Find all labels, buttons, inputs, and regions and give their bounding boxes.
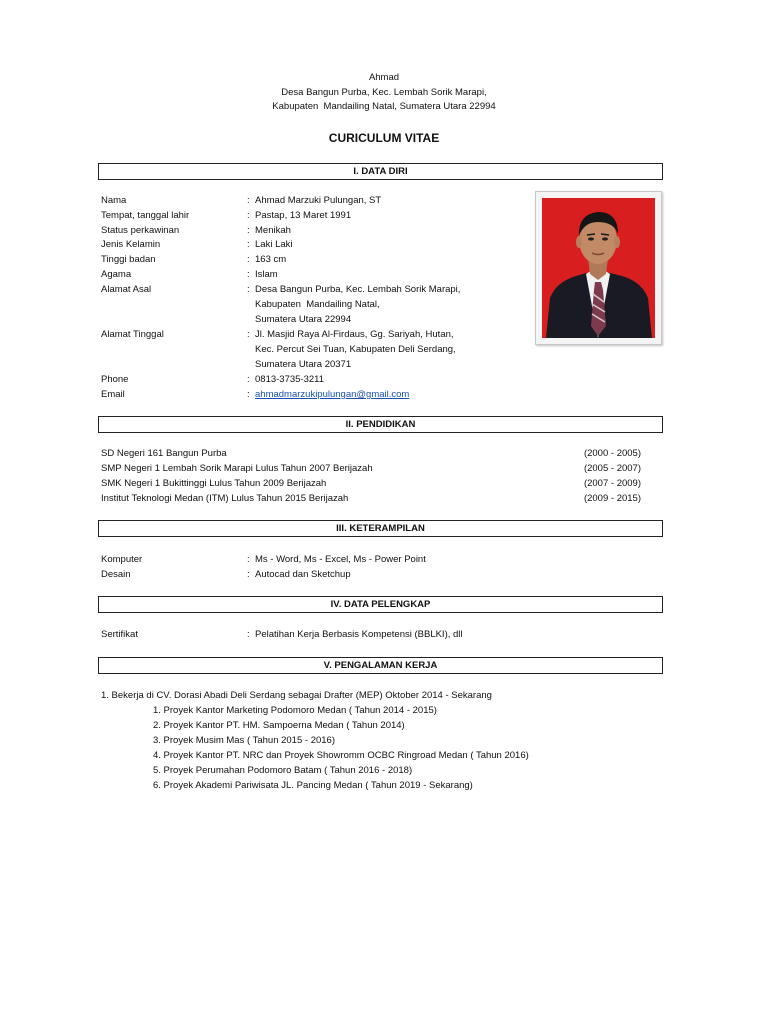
jk-value: Laki Laki	[255, 239, 293, 250]
phone-value: 0813-3735-3211	[255, 374, 325, 385]
komputer-value: Ms - Word, Ms - Excel, Ms - Power Point	[255, 554, 426, 565]
sertifikat-label: Sertifikat	[101, 629, 138, 640]
tinggal-line1: Jl. Masjid Raya Al-Firdaus, Gg. Sariyah, Hutan,	[255, 329, 454, 340]
project-item: 1. Proyek Kantor Marketing Podomoro Medan ( Tahun 2014 - 2015)	[153, 705, 437, 716]
education-years: (2000 - 2005)	[583, 448, 641, 459]
education-row	[101, 477, 641, 491]
colon: :	[247, 254, 250, 265]
project-item: 4. Proyek Kantor PT. NRC dan Proyek Showromm OCBC Ringroad Medan ( Tahun 2016)	[153, 750, 529, 761]
education-row	[101, 447, 641, 461]
education-school: SMP Negeri 1 Lembah Sorik Marapi Lulus Tahun 2007 Berijazah	[101, 463, 373, 474]
tinggal-line2: Kec. Percut Sei Tuan, Kabupaten Deli Serdang,	[255, 344, 456, 355]
colon: :	[247, 239, 250, 250]
colon: :	[247, 269, 250, 280]
section-header-data-diri: I. DATA DIRI	[98, 163, 663, 180]
colon: :	[247, 374, 250, 385]
asal-line2: Kabupaten Mandailing Natal,	[255, 299, 380, 310]
ttl-label: Tempat, tanggal lahir	[101, 210, 190, 221]
colon: :	[247, 195, 250, 206]
agama-label: Agama	[101, 269, 132, 280]
education-years: (2005 - 2007)	[583, 463, 641, 474]
email-label: Email	[101, 389, 125, 400]
education-row	[101, 492, 641, 506]
document-title: CURICULUM VITAE	[328, 131, 440, 145]
colon: :	[247, 554, 250, 565]
education-school: SMK Negeri 1 Bukittinggi Lulus Tahun 2009 Berijazah	[101, 478, 327, 489]
header-address-line1: Desa Bangun Purba, Kec. Lembah Sorik Marapi,	[281, 86, 487, 98]
asal-line1: Desa Bangun Purba, Kec. Lembah Sorik Marapi,	[255, 284, 461, 295]
status-label: Status perkawinan	[101, 225, 180, 236]
profile-photo-image	[542, 198, 655, 338]
sertifikat-value: Pelatihan Kerja Berbasis Kompetensi (BBLKI), dll	[255, 629, 463, 640]
status-value: Menikah	[255, 225, 291, 236]
nama-value: Ahmad Marzuki Pulungan, ST	[255, 195, 382, 206]
header-name: Ahmad	[368, 72, 400, 83]
desain-value: Autocad dan Sketchup	[255, 569, 351, 580]
asal-line3: Sumatera Utara 22994	[255, 314, 352, 325]
colon: :	[247, 210, 250, 221]
tinggi-value: 163 cm	[255, 254, 287, 265]
ttl-value: Pastap, 13 Maret 1991	[255, 210, 352, 221]
education-years: (2009 - 2015)	[583, 493, 641, 504]
header-address-line2: Kabupaten Mandailing Natal, Sumatera Utara 22994	[272, 101, 496, 112]
tinggal-label: Alamat Tinggal	[101, 329, 164, 340]
education-school: Institut Teknologi Medan (ITM) Lulus Tahun 2015 Berijazah	[101, 493, 349, 504]
project-item: 2. Proyek Kantor PT. HM. Sampoerna Medan ( Tahun 2014)	[153, 720, 405, 731]
colon: :	[247, 225, 250, 236]
colon: :	[247, 389, 250, 400]
education-years: (2007 - 2009)	[583, 478, 641, 489]
jk-label: Jenis Kelamin	[101, 239, 161, 250]
project-item: 3. Proyek Musim Mas ( Tahun 2015 - 2016)	[153, 735, 335, 746]
section-header-pengalaman: V. PENGALAMAN KERJA	[98, 657, 663, 674]
colon: :	[247, 569, 250, 580]
header-address-block	[0, 71, 768, 115]
project-item: 6. Proyek Akademi Pariwisata JL. Pancing Medan ( Tahun 2019 - Sekarang)	[153, 780, 473, 791]
education-school: SD Negeri 161 Bangun Purba	[101, 448, 227, 459]
email-link[interactable]: ahmadmarzukipulungan@gmail.com	[255, 389, 410, 400]
profile-photo	[535, 191, 662, 345]
nama-label: Nama	[101, 195, 127, 206]
agama-value: Islam	[255, 269, 278, 280]
education-row	[101, 462, 641, 476]
colon: :	[247, 329, 250, 340]
section-header-keterampilan: III. KETERAMPILAN	[98, 520, 663, 537]
colon: :	[247, 284, 250, 295]
tinggal-line3: Sumatera Utara 20371	[255, 359, 352, 370]
section-header-pendidikan: II. PENDIDIKAN	[98, 416, 663, 433]
asal-label: Alamat Asal	[101, 284, 152, 295]
colon: :	[247, 629, 250, 640]
tinggi-label: Tinggi badan	[101, 254, 156, 265]
experience-main: 1. Bekerja di CV. Dorasi Abadi Deli Serdang sebagai Drafter (MEP) Oktober 2014 - Sekarang	[101, 690, 492, 701]
komputer-label: Komputer	[101, 554, 143, 565]
phone-label: Phone	[101, 374, 129, 385]
section-header-data-pelengkap: IV. DATA PELENGKAP	[98, 596, 663, 613]
project-item: 5. Proyek Perumahan Podomoro Batam ( Tahun 2016 - 2018)	[153, 765, 413, 776]
desain-label: Desain	[101, 569, 131, 580]
